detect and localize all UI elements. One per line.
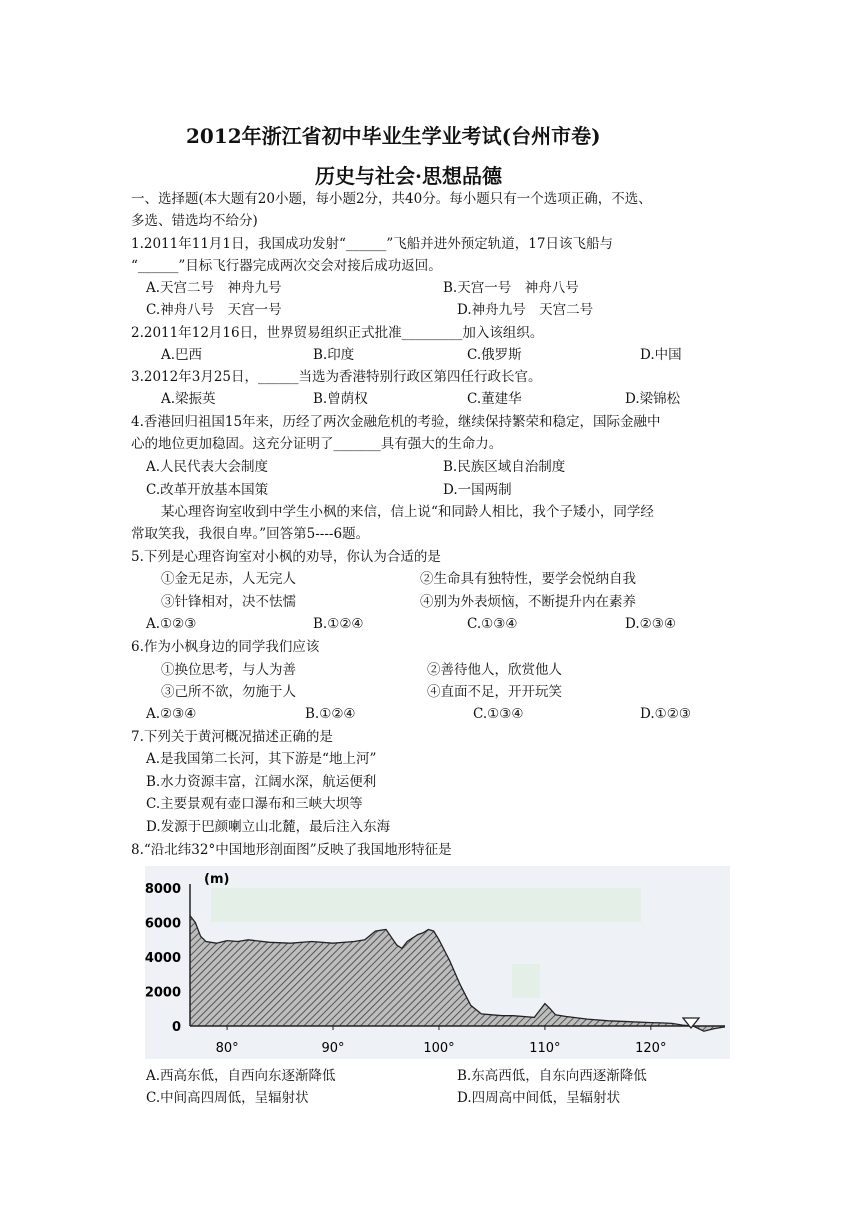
section-instructions-line1: 一、选择题(本大题有20小题，每小题2分，共40分。每小题只有一个选项正确，不选、 bbox=[131, 191, 652, 207]
q1-option-c[interactable]: C.神舟八号 天宫一号 bbox=[146, 302, 282, 318]
q1-option-a[interactable]: A.天宫二号 神舟九号 bbox=[146, 280, 282, 296]
q2-stem: 2.2011年12月16日，世界贸易组织正式批准_________加入该组织。 bbox=[131, 325, 544, 341]
q7-option-d[interactable]: D.发源于巴颜喇立山北麓，最后注入东海 bbox=[146, 819, 391, 835]
q7-option-b[interactable]: B.水力资源丰富，江阔水深，航运便利 bbox=[146, 774, 377, 790]
x-tick-label: 80° bbox=[215, 1041, 239, 1056]
q7-option-a[interactable]: A.是我国第二长河，其下游是“地上河” bbox=[146, 751, 377, 767]
q8-option-b[interactable]: B.东高西低，自东向西逐渐降低 bbox=[457, 1068, 647, 1084]
q5-option-a[interactable]: A.①②③ bbox=[146, 616, 197, 632]
q3-option-c[interactable]: C.董建华 bbox=[467, 391, 522, 407]
q5-option-b[interactable]: B.①②④ bbox=[313, 616, 364, 632]
q6-statement-2: ②善待他人，欣赏他人 bbox=[427, 662, 562, 678]
x-tick-label: 90° bbox=[321, 1041, 345, 1056]
y-tick-label: 4000 bbox=[145, 951, 181, 966]
q5-statement-1: ①金无足赤，人无完人 bbox=[161, 571, 296, 587]
y-axis-unit: (m) bbox=[204, 872, 230, 887]
q7-option-c[interactable]: C.主要景观有壶口瀑布和三峡大坝等 bbox=[146, 796, 363, 812]
q1-stem-line2: “______”目标飞行器完成两次交会对接后成功返回。 bbox=[131, 258, 442, 274]
q7-stem: 7.下列关于黄河概况描述正确的是 bbox=[131, 729, 333, 745]
q5-statement-4: ④别为外表烦恼，不断提升内在素养 bbox=[420, 594, 636, 610]
q4-stem-line1: 4.香港回归祖国15年来，历经了两次金融危机的考验，继续保持繁荣和稳定，国际金融中 bbox=[131, 414, 661, 430]
q5-statement-3: ③针锋相对，决不怯懦 bbox=[161, 594, 296, 610]
q4-stem-line2: 心的地位更加稳固。这充分证明了_______具有强大的生命力。 bbox=[131, 436, 503, 452]
q2-option-d[interactable]: D.中国 bbox=[640, 347, 682, 363]
y-tick-label: 8000 bbox=[145, 882, 181, 897]
q8-option-d[interactable]: D.四周高中间低，呈辐射状 bbox=[457, 1090, 621, 1106]
q5-stem: 5.下列是心理咨询室对小枫的劝导，你认为合适的是 bbox=[131, 549, 441, 565]
x-tick-label: 100° bbox=[423, 1041, 455, 1056]
q6-statement-1: ①换位思考，与人为善 bbox=[161, 662, 296, 678]
q2-option-c[interactable]: C.俄罗斯 bbox=[467, 347, 522, 363]
q3-option-b[interactable]: B.曾荫权 bbox=[313, 391, 368, 407]
y-tick-label: 6000 bbox=[145, 916, 181, 932]
q6-statement-4: ④直面不足，开开玩笑 bbox=[427, 684, 562, 700]
x-tick-label: 110° bbox=[529, 1041, 561, 1056]
q4-option-c[interactable]: C.改革开放基本国策 bbox=[146, 482, 269, 498]
passage-line2: 常取笑我，我很自卑。”回答第5----6题。 bbox=[131, 526, 370, 542]
chart-label-mask-small bbox=[512, 964, 540, 998]
q3-option-a[interactable]: A.梁振英 bbox=[161, 391, 216, 407]
q6-option-a[interactable]: A.②③④ bbox=[146, 706, 197, 722]
q8-option-a[interactable]: A.西高东低，自西向东逐渐降低 bbox=[146, 1068, 336, 1084]
y-tick-label: 0 bbox=[171, 1020, 181, 1035]
q4-option-d[interactable]: D.一国两制 bbox=[443, 482, 512, 498]
x-tick-label: 120° bbox=[635, 1041, 667, 1056]
passage-line1: 某心理咨询室收到中学生小枫的来信，信上说“和同龄人相比，我个子矮小，同学经 bbox=[161, 504, 654, 520]
q1-stem-line1: 1.2011年11月1日，我国成功发射“______”飞船并进外预定轨道，17日该飞船与 bbox=[131, 236, 613, 252]
q6-option-b[interactable]: B.①②④ bbox=[305, 706, 356, 722]
q1-option-b[interactable]: B.天宫一号 神舟八号 bbox=[443, 280, 579, 296]
q5-statement-2: ②生命具有独特性，要学会悦纳自我 bbox=[420, 571, 636, 587]
section-instructions-line2: 多选、错选均不给分) bbox=[131, 213, 258, 229]
q6-option-d[interactable]: D.①②③ bbox=[640, 706, 691, 722]
y-tick-label: 2000 bbox=[145, 985, 181, 1001]
chart-label-mask bbox=[211, 888, 641, 922]
q3-option-d[interactable]: D.梁锦松 bbox=[625, 391, 681, 407]
q6-statement-3: ③己所不欲，勿施于人 bbox=[161, 684, 296, 700]
q8-option-c[interactable]: C.中间高四周低，呈辐射状 bbox=[146, 1090, 309, 1106]
q6-option-c[interactable]: C.①③④ bbox=[473, 706, 524, 722]
q4-option-a[interactable]: A.人民代表大会制度 bbox=[146, 459, 269, 475]
q5-option-c[interactable]: C.①③④ bbox=[467, 616, 518, 632]
q5-option-d[interactable]: D.②③④ bbox=[625, 616, 676, 632]
q8-stem: 8.“沿北纬32°中国地形剖面图”反映了我国地形特征是 bbox=[131, 842, 452, 858]
q4-option-b[interactable]: B.民族区域自治制度 bbox=[443, 459, 566, 475]
terrain-profile-chart bbox=[145, 866, 730, 1059]
q1-option-d[interactable]: D.神舟九号 天宫二号 bbox=[457, 302, 594, 318]
page-subtitle: 历史与社会·思想品德 bbox=[315, 164, 502, 188]
q2-option-a[interactable]: A.巴西 bbox=[161, 347, 203, 363]
q6-stem: 6.作为小枫身边的同学我们应该 bbox=[131, 639, 320, 655]
page-title: 2012年浙江省初中毕业生学业考试(台州市卷) bbox=[186, 124, 601, 148]
q3-stem: 3.2012年3月25日，______当选为香港特别行政区第四任行政长官。 bbox=[131, 369, 542, 385]
q2-option-b[interactable]: B.印度 bbox=[313, 347, 355, 363]
